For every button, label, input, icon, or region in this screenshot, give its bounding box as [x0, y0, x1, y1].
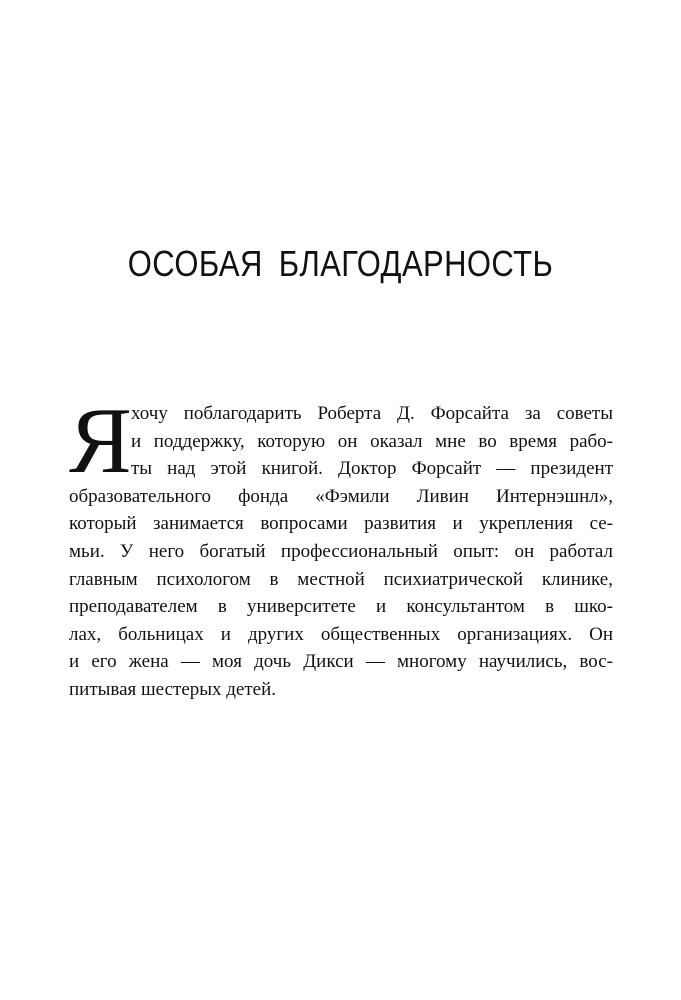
text-line: мьи. У него богатый профессиональный опыт: он работал — [69, 540, 613, 562]
text-line: ты над этой книгой. Доктор Форсайт — президент — [131, 458, 613, 480]
text-line: лах, больницах и других общественных организациях. Он — [69, 623, 613, 645]
text-line: образовательного фонда «Фэмили Ливин Интернэшнл», — [69, 485, 613, 507]
text-line: преподавателем в университете и консультантом в шко- — [69, 596, 613, 618]
text-line: главным психологом в местной психиатрической клинике, — [69, 568, 613, 590]
drop-cap: Я — [69, 389, 132, 493]
acknowledgement-paragraph — [69, 389, 613, 704]
text-line: и его жена — моя дочь Дикси — многому научились, вос- — [69, 651, 613, 673]
text-line: который занимается вопросами развития и укрепления се- — [69, 513, 613, 535]
text-line: и поддержку, которую он оказал мне во время рабо- — [131, 430, 613, 452]
page-title: ОСОБАЯ БЛАГОДАРНОСТЬ — [127, 243, 554, 284]
text-line: хочу поблагодарить Роберта Д. Форсайта за советы — [131, 403, 613, 424]
text-line: питывая шестерых детей. — [69, 678, 277, 700]
